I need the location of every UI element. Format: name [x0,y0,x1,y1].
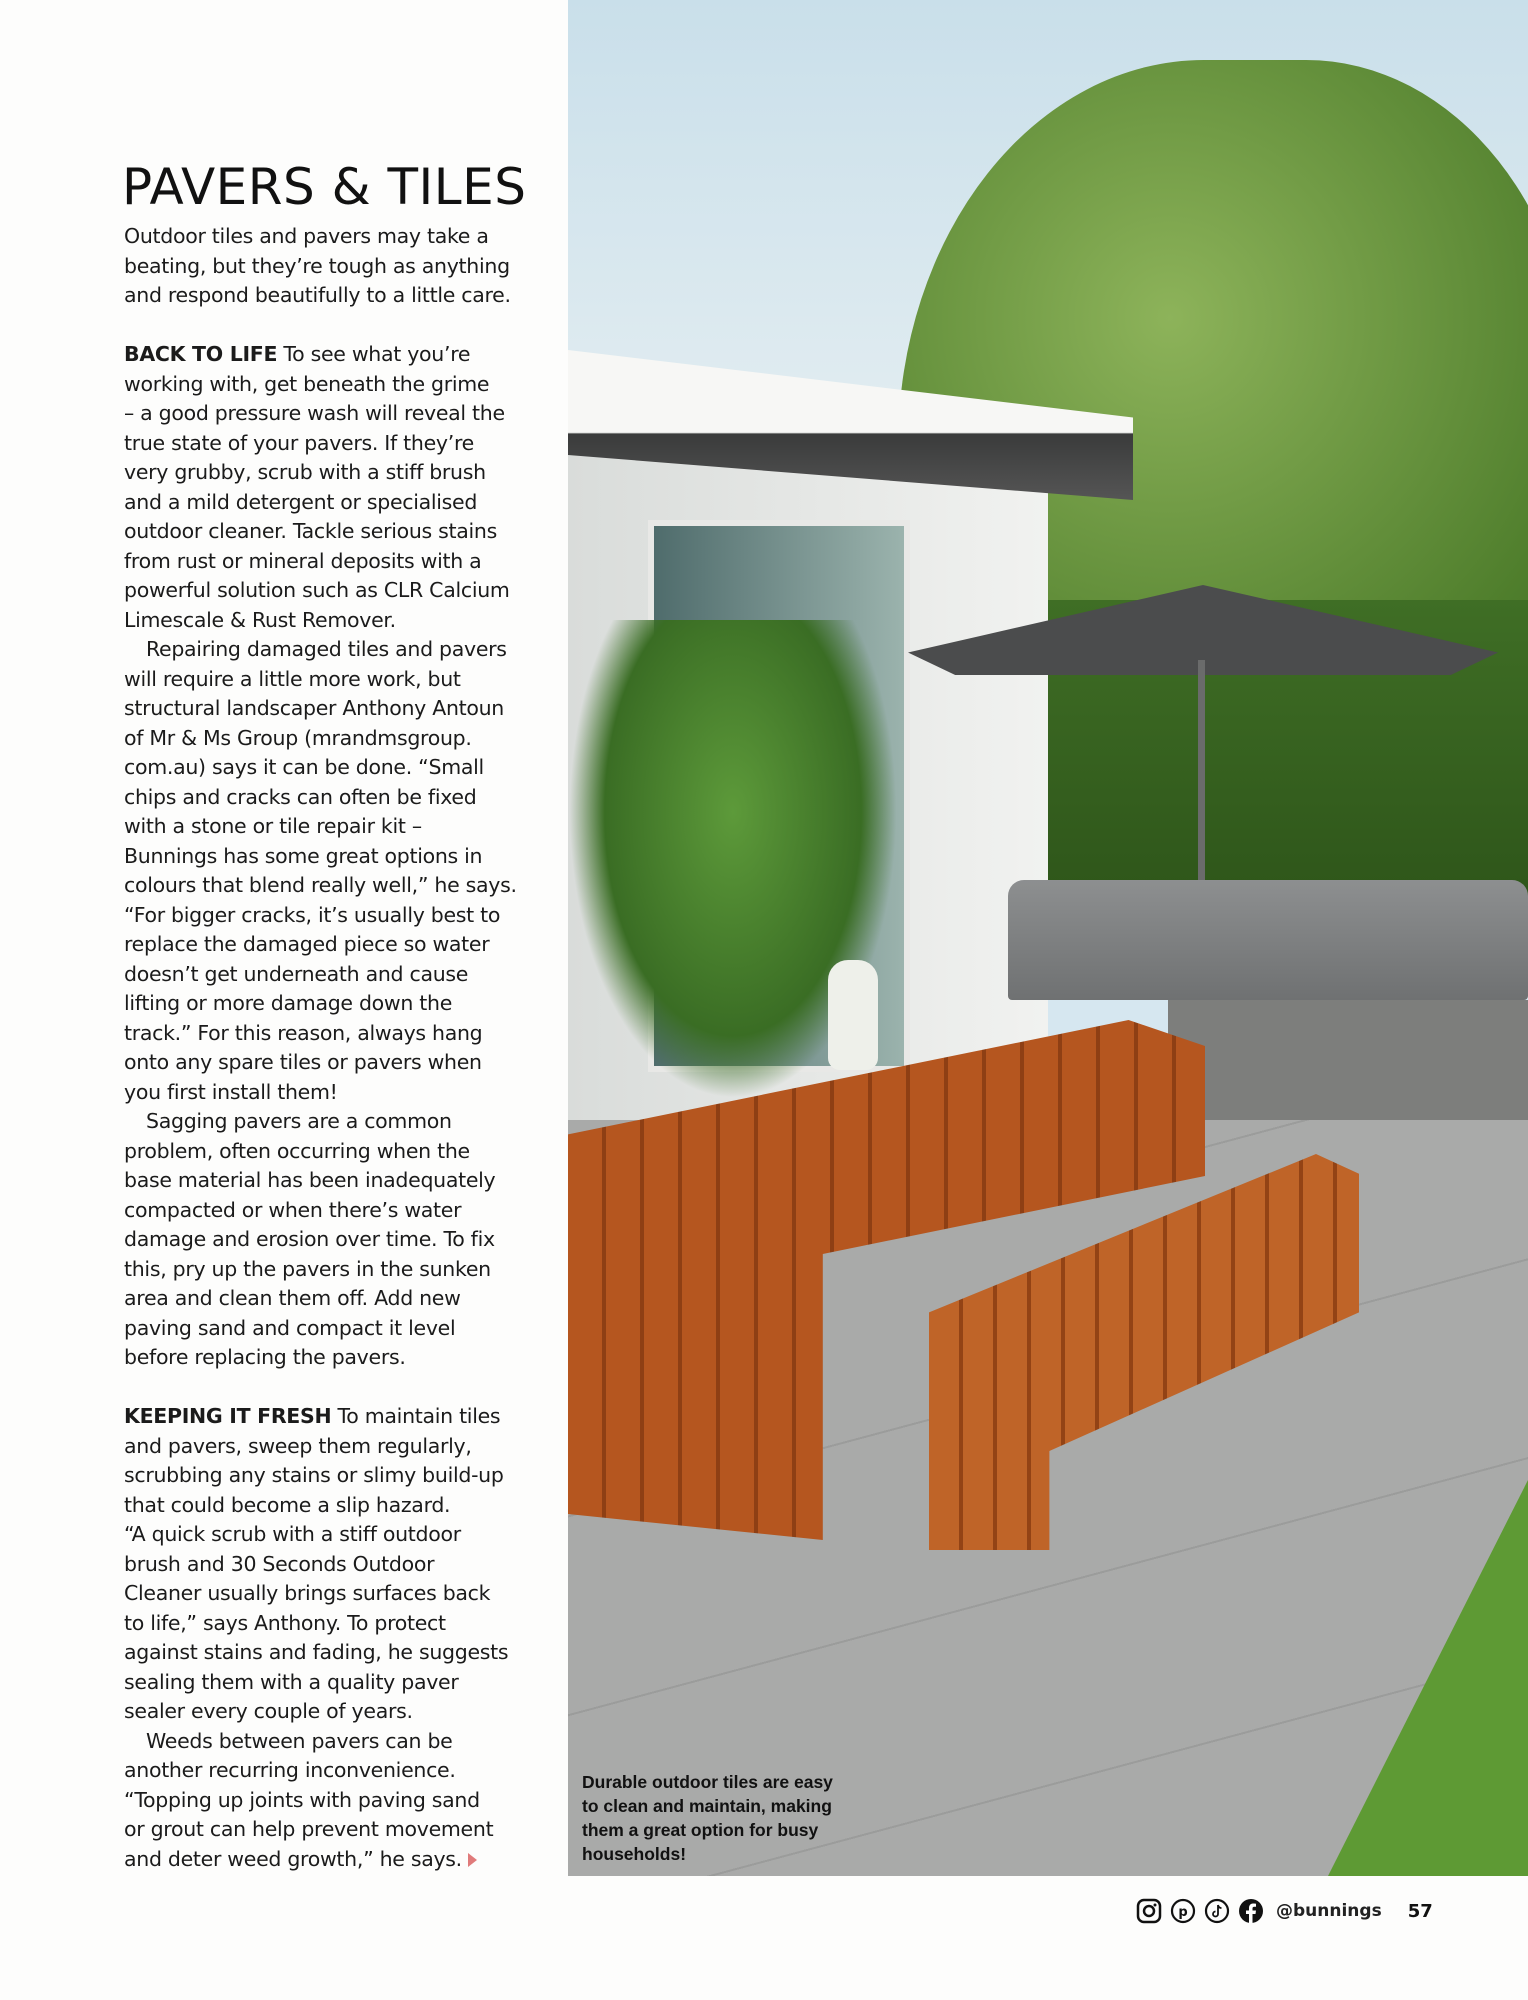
text-line [124,930,544,960]
pinterest-icon[interactable] [1170,1898,1196,1924]
line-text: Cleaner usually brings surfaces back [124,1581,491,1605]
patio-photo [568,0,1528,1876]
text-line [124,606,544,636]
text-line [124,1727,544,1757]
text-line [124,1668,544,1698]
text-line [124,1491,544,1521]
text-line [124,1579,544,1609]
line-text: To maintain tiles [337,1404,501,1428]
text-line [124,1284,544,1314]
text-line [124,1166,544,1196]
line-text: and a mild detergent or specialised [124,489,478,514]
line-text: Outdoor tiles and pavers may take a [124,224,489,248]
text-line [124,1461,544,1491]
line-text: track.” For this reason, always hang [124,1020,483,1045]
line-text: of Mr & Ms Group (mrandmsgroup. [124,725,472,750]
text-line [124,753,544,783]
text-line [124,1786,544,1816]
line-text: brush and 30 Seconds Outdoor [124,1551,435,1576]
text-line [124,399,544,429]
text-line [124,842,544,872]
text-line [124,1520,544,1550]
text-line [124,1196,544,1226]
line-text: – a good pressure wash will reveal the [124,401,505,425]
text-line [124,724,544,754]
line-text: powerful solution such as CLR Calcium [124,578,510,602]
text-line [124,370,544,400]
text-line [124,1550,544,1580]
instagram-icon[interactable] [1136,1898,1162,1924]
social-handle[interactable]: @bunnings [1276,1901,1382,1921]
text-line [124,1343,544,1373]
line-text: true state of your pavers. If they’re [124,430,474,455]
line-text: To see what you’re [283,342,471,366]
text-line [124,517,544,547]
line-text: problem, often occurring when the [124,1138,470,1163]
text-line [124,812,544,842]
page-number: 57 [1407,1900,1433,1922]
text-line [124,1107,544,1137]
line-text: onto any spare tiles or pavers when [124,1050,482,1074]
line-text: from rust or mineral deposits with a [124,548,482,573]
line-text: lifting or more damage down the [124,991,453,1015]
text-line [124,340,544,370]
line-text: “A quick scrub with a stiff outdoor [124,1522,461,1546]
line-text: Bunnings has some great options in [124,843,483,868]
text-line [124,1609,544,1639]
line-text: scrubbing any stains or slimy build-up [124,1463,504,1487]
text-line [124,576,544,606]
line-text: area and clean them off. Add new [124,1286,461,1310]
line-text: with a stone or tile repair kit – [124,814,422,838]
line-text: chips and cracks can often be fixed [124,784,477,809]
line-text: “For bigger cracks, it’s usually best to [124,902,501,927]
text-line [124,1638,544,1668]
text-line [124,1314,544,1344]
umbrella-pole [1198,660,1205,890]
line-text: outdoor cleaner. Tackle serious stains [124,519,497,543]
outdoor-rug [1168,1000,1528,1140]
line-text: sealer every couple of years. [124,1699,413,1723]
text-line [124,1756,544,1786]
text-line [124,1048,544,1078]
line-text: working with, get beneath the grime [124,371,490,396]
text-line [124,488,544,518]
line-text: Repairing damaged tiles and pavers [146,637,507,661]
text-line [124,901,544,931]
photo-caption: Durable outdoor tiles are easy to clean and maintain, making them a great option for busy households! [582,1772,833,1864]
sofa [1008,880,1528,1000]
text-line [124,989,544,1019]
text-line [124,252,544,282]
text-line [124,1078,544,1108]
article-title: PAVERS & TILES [122,158,527,216]
text-line [124,635,544,665]
article-body [124,222,544,1874]
text-line [124,1697,544,1727]
text-line [124,222,544,252]
text-line [124,1019,544,1049]
line-text: Sagging pavers are a common [146,1109,452,1133]
text-line [124,783,544,813]
text-line [124,1225,544,1255]
paragraph-spacer [124,1373,544,1403]
section-heading: BACK TO LIFE [124,342,278,366]
line-text: and deter weed growth,” he says. [124,1846,462,1871]
text-line [124,1815,544,1845]
text-line [124,547,544,577]
paragraph-spacer [124,311,544,341]
line-text: sealing them with a quality paver [124,1669,459,1694]
line-text: Limescale & Rust Remover. [124,607,396,632]
line-text: another recurring inconvenience. [124,1758,456,1782]
pitcher [828,960,878,1070]
text-line [124,1402,544,1432]
line-text: compacted or when there’s water [124,1197,462,1222]
text-line [124,1255,544,1285]
line-text: doesn’t get underneath and cause [124,961,469,986]
text-line [124,1432,544,1462]
text-line [124,1137,544,1167]
text-line [124,665,544,695]
line-text: base material has been inadequately [124,1168,496,1192]
line-text: “Topping up joints with paving sand [124,1787,480,1812]
line-text: or grout can help prevent movement [124,1817,494,1841]
line-text: before replacing the pavers. [124,1345,406,1369]
facebook-icon[interactable] [1238,1898,1264,1924]
text-line [124,960,544,990]
line-text: you first install them! [124,1079,338,1104]
tiktok-icon[interactable] [1204,1898,1230,1924]
text-line [124,694,544,724]
line-text: against stains and fading, he suggests [124,1640,509,1664]
line-text: Weeds between pavers can be [146,1728,453,1753]
line-text: replace the damaged piece so water [124,932,490,956]
line-text: structural landscaper Anthony Antoun [124,696,505,720]
text-line [124,458,544,488]
line-text: that could become a slip hazard. [124,1492,451,1517]
line-text: com.au) says it can be done. “Small [124,755,484,779]
svg-text:p: p [1178,1905,1188,1920]
line-text: very grubby, scrub with a stiff brush [124,460,486,484]
line-text: to life,” says Anthony. To protect [124,1610,446,1635]
line-text: and respond beautifully to a little care. [124,283,511,307]
continue-arrow-icon [468,1853,477,1867]
text-line [124,281,544,311]
line-text: will require a little more work, but [124,666,461,691]
line-text: damage and erosion over time. To fix [124,1227,495,1251]
page-footer [1136,1896,1433,1926]
text-line [124,429,544,459]
line-text: colours that blend really well,” he says. [124,873,517,897]
text-line [124,871,544,901]
line-text: this, pry up the pavers in the sunken [124,1256,491,1281]
line-text: and pavers, sweep them regularly, [124,1433,472,1458]
line-text: paving sand and compact it level [124,1315,456,1340]
section-heading: KEEPING IT FRESH [124,1404,332,1428]
text-line [124,1845,544,1875]
line-text: beating, but they’re tough as anything [124,253,510,278]
